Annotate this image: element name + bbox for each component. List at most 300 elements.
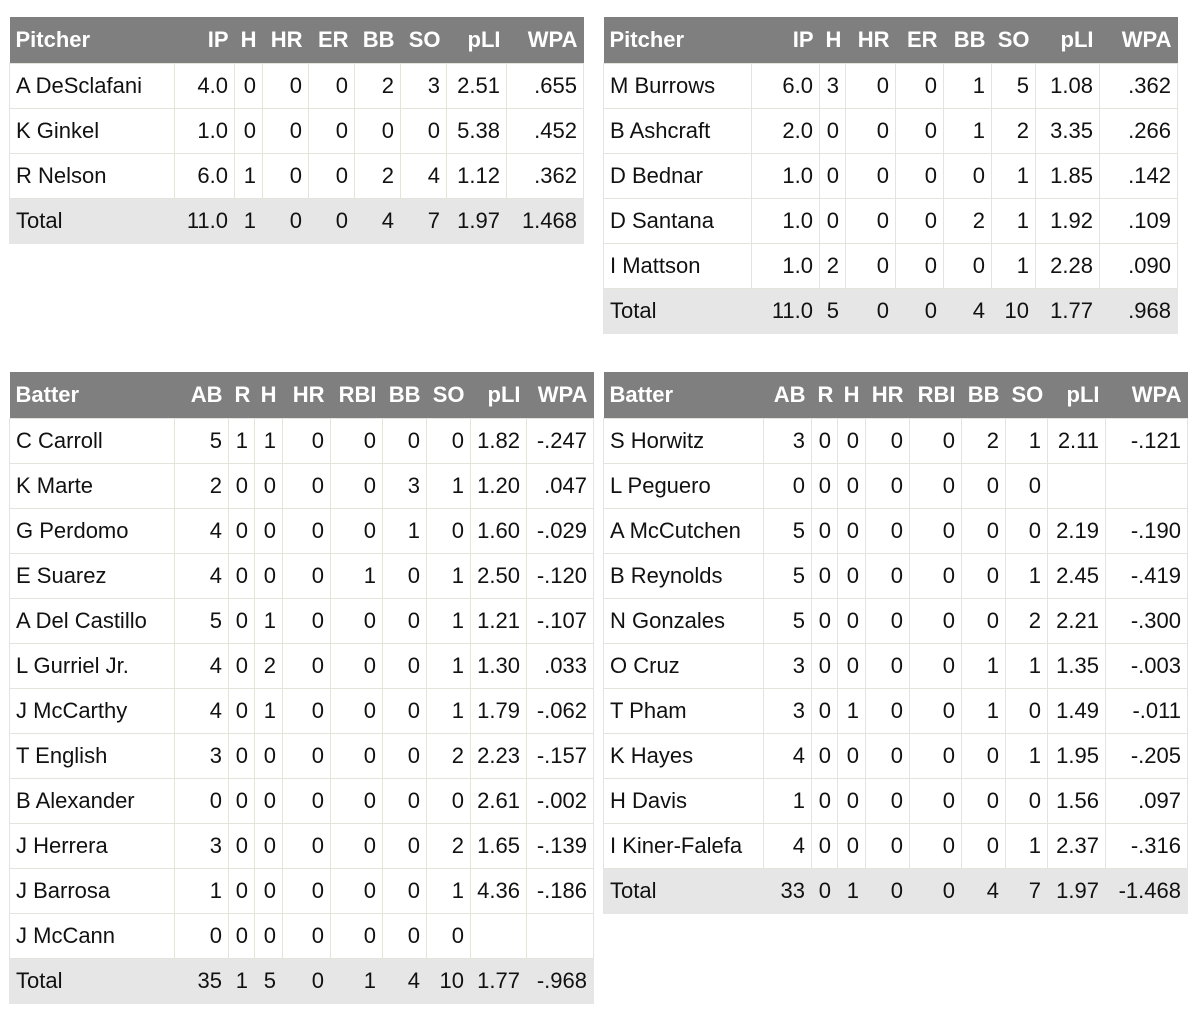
total-r: 1: [229, 959, 255, 1004]
stat-rbi: 0: [331, 509, 383, 554]
stat-so: 1: [427, 689, 471, 734]
column-header-pli: pLI: [1036, 17, 1100, 64]
batter-row: [10, 779, 594, 824]
stat-r: 0: [812, 734, 838, 779]
stat-r: 0: [229, 824, 255, 869]
stat-pli: 1.82: [471, 419, 527, 464]
stat-rbi: 0: [910, 644, 962, 689]
batter-row: [604, 689, 1188, 734]
stat-hr: 0: [846, 154, 896, 199]
total-bb: 4: [944, 289, 992, 334]
stat-rbi: 0: [331, 599, 383, 644]
stat-h: 0: [255, 509, 283, 554]
stat-so: 1: [992, 199, 1036, 244]
column-header-h: H: [235, 17, 263, 64]
stat-r: 0: [812, 824, 838, 869]
stat-so: 0: [1006, 689, 1048, 734]
stat-hr: 0: [846, 199, 896, 244]
stat-pli: 2.28: [1036, 244, 1100, 289]
stat-wpa: -.247: [527, 419, 594, 464]
batter-name: N Gonzales: [604, 599, 764, 644]
column-header-hr: HR: [866, 372, 910, 419]
stat-wpa: .266: [1100, 109, 1178, 154]
stat-so: 0: [427, 779, 471, 824]
column-header-batter: Batter: [604, 372, 764, 419]
total-rbi: 1: [331, 959, 383, 1004]
total-wpa: 1.468: [507, 199, 584, 244]
stat-r: 0: [229, 869, 255, 914]
stat-pli: 2.11: [1048, 419, 1106, 464]
stat-wpa: .452: [507, 109, 584, 154]
stat-rbi: 0: [331, 464, 383, 509]
stat-rbi: 0: [331, 689, 383, 734]
stat-hr: 0: [283, 599, 331, 644]
stat-h: 1: [255, 599, 283, 644]
column-header-h: H: [838, 372, 866, 419]
stat-hr: 0: [866, 419, 910, 464]
stat-bb: 0: [962, 509, 1006, 554]
column-header-bb: BB: [355, 17, 401, 64]
stat-wpa: -.157: [527, 734, 594, 779]
column-header-h: H: [820, 17, 846, 64]
total-row: [10, 959, 594, 1004]
stat-wpa: -.029: [527, 509, 594, 554]
stat-rbi: 0: [910, 464, 962, 509]
batter-name: J Barrosa: [10, 869, 175, 914]
stat-hr: 0: [846, 109, 896, 154]
stat-r: 0: [812, 599, 838, 644]
stat-ip: 2.0: [752, 109, 820, 154]
stat-so: 1: [427, 554, 471, 599]
batter-name: K Hayes: [604, 734, 764, 779]
stat-r: 0: [229, 779, 255, 824]
stat-wpa: [527, 914, 594, 959]
pitcher-row: [10, 109, 584, 154]
stat-h: 1: [838, 689, 866, 734]
stat-h: 0: [255, 914, 283, 959]
total-wpa: -1.468: [1106, 869, 1188, 914]
pitcher-row: [604, 199, 1178, 244]
stat-so: 1: [1006, 419, 1048, 464]
stat-h: 1: [255, 689, 283, 734]
stat-rbi: 0: [331, 419, 383, 464]
stat-h: 0: [255, 464, 283, 509]
stat-wpa: -.120: [527, 554, 594, 599]
stat-ab: 4: [175, 509, 229, 554]
stat-bb: 0: [383, 869, 427, 914]
stat-ab: 3: [764, 689, 812, 734]
stat-so: 1: [1006, 554, 1048, 599]
batter-row: [604, 464, 1188, 509]
batter-row: [604, 779, 1188, 824]
stat-er: 0: [896, 244, 944, 289]
stat-r: 0: [229, 734, 255, 779]
stat-hr: 0: [866, 734, 910, 779]
stat-ab: 5: [175, 419, 229, 464]
column-header-r: R: [229, 372, 255, 419]
stat-ab: 3: [764, 644, 812, 689]
stat-wpa: -.107: [527, 599, 594, 644]
pitcher-row: [604, 64, 1178, 109]
total-bb: 4: [355, 199, 401, 244]
column-header-ip: IP: [752, 17, 820, 64]
stat-so: 0: [427, 419, 471, 464]
stat-wpa: -.062: [527, 689, 594, 734]
pitcher-name: R Nelson: [10, 154, 175, 199]
batter-name: E Suarez: [10, 554, 175, 599]
stat-wpa: .033: [527, 644, 594, 689]
stat-ab: 0: [175, 914, 229, 959]
batter-name: T Pham: [604, 689, 764, 734]
total-rbi: 0: [910, 869, 962, 914]
stat-bb: 1: [383, 509, 427, 554]
total-wpa: .968: [1100, 289, 1178, 334]
stat-pli: 1.35: [1048, 644, 1106, 689]
stat-so: 0: [1006, 509, 1048, 554]
stat-rbi: 0: [331, 914, 383, 959]
stat-so: 3: [401, 64, 447, 109]
stat-ab: 2: [175, 464, 229, 509]
total-hr: 0: [283, 959, 331, 1004]
stat-bb: 1: [962, 644, 1006, 689]
stat-hr: 0: [866, 779, 910, 824]
stat-hr: 0: [263, 154, 309, 199]
stat-wpa: -.419: [1106, 554, 1188, 599]
column-header-so: SO: [992, 17, 1036, 64]
stat-h: 0: [820, 109, 846, 154]
stat-hr: 0: [283, 824, 331, 869]
stat-ab: 1: [175, 869, 229, 914]
stat-r: 0: [229, 599, 255, 644]
batter-name: C Carroll: [10, 419, 175, 464]
total-h: 1: [235, 199, 263, 244]
batter-name: O Cruz: [604, 644, 764, 689]
batter-row: [10, 419, 594, 464]
batter-name: J Herrera: [10, 824, 175, 869]
pitcher-name: A DeSclafani: [10, 64, 175, 109]
stat-pli: 5.38: [447, 109, 507, 154]
total-so: 7: [1006, 869, 1048, 914]
stat-pli: 3.35: [1036, 109, 1100, 154]
stat-er: 0: [896, 199, 944, 244]
total-wpa: -.968: [527, 959, 594, 1004]
stat-h: 0: [838, 554, 866, 599]
stat-r: 0: [812, 464, 838, 509]
stat-wpa: -.002: [527, 779, 594, 824]
stat-er: 0: [309, 154, 355, 199]
stat-h: 0: [820, 154, 846, 199]
batter-name: K Marte: [10, 464, 175, 509]
total-label: Total: [604, 869, 764, 914]
total-so: 7: [401, 199, 447, 244]
stat-h: 0: [235, 64, 263, 109]
stat-wpa: .047: [527, 464, 594, 509]
stat-h: 0: [820, 199, 846, 244]
stat-r: 1: [229, 419, 255, 464]
batter-row: [604, 644, 1188, 689]
total-r: 0: [812, 869, 838, 914]
stat-so: 0: [1006, 779, 1048, 824]
stat-ab: 4: [764, 734, 812, 779]
stat-hr: 0: [866, 824, 910, 869]
stat-bb: 0: [383, 689, 427, 734]
batter-row: [604, 554, 1188, 599]
stat-r: 0: [229, 689, 255, 734]
stat-hr: 0: [263, 64, 309, 109]
total-h: 5: [255, 959, 283, 1004]
stat-rbi: 0: [910, 554, 962, 599]
header-row: [10, 17, 584, 64]
total-h: 1: [838, 869, 866, 914]
stat-hr: 0: [283, 419, 331, 464]
stat-rbi: 0: [331, 734, 383, 779]
total-pli: 1.77: [1036, 289, 1100, 334]
stat-ip: 1.0: [175, 109, 235, 154]
stat-so: 2: [992, 109, 1036, 154]
total-so: 10: [427, 959, 471, 1004]
stat-rbi: 0: [910, 779, 962, 824]
batter-row: [604, 599, 1188, 644]
stat-h: 0: [838, 734, 866, 779]
stat-ip: 4.0: [175, 64, 235, 109]
stat-r: 0: [229, 554, 255, 599]
batter-row: [10, 644, 594, 689]
column-header-wpa: WPA: [1106, 372, 1188, 419]
stat-ab: 0: [175, 779, 229, 824]
total-bb: 4: [962, 869, 1006, 914]
stat-bb: 0: [944, 154, 992, 199]
stat-so: 2: [427, 734, 471, 779]
column-header-r: R: [812, 372, 838, 419]
column-header-so: SO: [427, 372, 471, 419]
column-header-rbi: RBI: [910, 372, 962, 419]
stat-hr: 0: [263, 109, 309, 154]
stat-rbi: 1: [331, 554, 383, 599]
header-row: [10, 372, 594, 419]
stat-wpa: .655: [507, 64, 584, 109]
pitcher-name: I Mattson: [604, 244, 752, 289]
stat-rbi: 0: [331, 644, 383, 689]
stat-pli: 1.20: [471, 464, 527, 509]
stat-so: 0: [427, 509, 471, 554]
stat-rbi: 0: [331, 869, 383, 914]
stat-so: 4: [401, 154, 447, 199]
batter-row: [10, 554, 594, 599]
pitcher-name: D Bednar: [604, 154, 752, 199]
column-header-bb: BB: [944, 17, 992, 64]
stat-hr: 0: [283, 644, 331, 689]
stat-wpa: -.205: [1106, 734, 1188, 779]
batter-name: G Perdomo: [10, 509, 175, 554]
column-header-pli: pLI: [471, 372, 527, 419]
pitching-table-right: [603, 17, 1178, 334]
stat-h: 1: [235, 154, 263, 199]
batter-row: [604, 509, 1188, 554]
stat-wpa: -.121: [1106, 419, 1188, 464]
stat-r: 0: [229, 644, 255, 689]
stat-wpa: .362: [507, 154, 584, 199]
stat-h: 0: [838, 419, 866, 464]
column-header-so: SO: [1006, 372, 1048, 419]
column-header-bb: BB: [383, 372, 427, 419]
total-hr: 0: [263, 199, 309, 244]
stat-ab: 5: [175, 599, 229, 644]
stat-ab: 5: [764, 554, 812, 599]
stat-ab: 4: [175, 554, 229, 599]
stat-bb: 0: [383, 824, 427, 869]
stat-so: 1: [1006, 824, 1048, 869]
stat-wpa: .097: [1106, 779, 1188, 824]
stat-r: 0: [812, 419, 838, 464]
stat-ab: 0: [764, 464, 812, 509]
stat-bb: 2: [355, 154, 401, 199]
stat-hr: 0: [846, 64, 896, 109]
stat-so: 1: [427, 599, 471, 644]
stat-pli: 4.36: [471, 869, 527, 914]
column-header-pli: pLI: [447, 17, 507, 64]
column-header-bb: BB: [962, 372, 1006, 419]
stat-so: 2: [427, 824, 471, 869]
column-header-rbi: RBI: [331, 372, 383, 419]
stat-hr: 0: [283, 554, 331, 599]
total-pli: 1.97: [447, 199, 507, 244]
stat-so: 5: [992, 64, 1036, 109]
stat-hr: 0: [866, 644, 910, 689]
stat-rbi: 0: [331, 824, 383, 869]
column-header-er: ER: [309, 17, 355, 64]
column-header-wpa: WPA: [527, 372, 594, 419]
stat-r: 0: [812, 509, 838, 554]
stat-hr: 0: [866, 464, 910, 509]
stat-pli: 1.21: [471, 599, 527, 644]
stat-hr: 0: [283, 734, 331, 779]
batter-row: [604, 734, 1188, 779]
batting-table-left: [9, 372, 594, 1004]
pitcher-row: [604, 244, 1178, 289]
total-ip: 11.0: [752, 289, 820, 334]
stat-hr: 0: [866, 689, 910, 734]
batter-row: [10, 599, 594, 644]
batter-name: I Kiner-Falefa: [604, 824, 764, 869]
stat-er: 0: [309, 109, 355, 154]
stat-bb: 0: [383, 779, 427, 824]
stat-er: 0: [309, 64, 355, 109]
total-label: Total: [604, 289, 752, 334]
total-hr: 0: [846, 289, 896, 334]
column-header-ip: IP: [175, 17, 235, 64]
stat-h: 2: [255, 644, 283, 689]
pitcher-name: B Ashcraft: [604, 109, 752, 154]
stat-h: 0: [255, 869, 283, 914]
stat-hr: 0: [866, 509, 910, 554]
column-header-wpa: WPA: [507, 17, 584, 64]
total-so: 10: [992, 289, 1036, 334]
stat-ab: 5: [764, 509, 812, 554]
column-header-hr: HR: [263, 17, 309, 64]
stat-wpa: -.003: [1106, 644, 1188, 689]
stat-so: 1: [427, 644, 471, 689]
stat-hr: 0: [283, 509, 331, 554]
stat-bb: 1: [944, 64, 992, 109]
column-header-so: SO: [401, 17, 447, 64]
batter-name: B Reynolds: [604, 554, 764, 599]
total-pli: 1.77: [471, 959, 527, 1004]
batter-name: J McCarthy: [10, 689, 175, 734]
pitcher-name: K Ginkel: [10, 109, 175, 154]
stat-pli: 2.51: [447, 64, 507, 109]
header-row: [604, 372, 1188, 419]
stat-so: 1: [992, 154, 1036, 199]
stat-bb: 0: [383, 419, 427, 464]
stat-pli: 1.92: [1036, 199, 1100, 244]
stat-er: 0: [896, 64, 944, 109]
stat-ab: 4: [175, 689, 229, 734]
stat-pli: 2.45: [1048, 554, 1106, 599]
pitcher-row: [10, 154, 584, 199]
header-row: [604, 17, 1178, 64]
stat-r: 0: [229, 509, 255, 554]
column-header-er: ER: [896, 17, 944, 64]
stat-wpa: -.190: [1106, 509, 1188, 554]
stat-rbi: 0: [910, 734, 962, 779]
stat-h: 2: [820, 244, 846, 289]
stat-bb: 0: [944, 244, 992, 289]
stat-pli: 1.79: [471, 689, 527, 734]
column-header-pitcher: Pitcher: [604, 17, 752, 64]
stat-wpa: -.011: [1106, 689, 1188, 734]
stat-pli: 1.95: [1048, 734, 1106, 779]
stat-bb: 1: [944, 109, 992, 154]
stat-so: 2: [1006, 599, 1048, 644]
batter-name: B Alexander: [10, 779, 175, 824]
batter-name: S Horwitz: [604, 419, 764, 464]
stat-ab: 3: [764, 419, 812, 464]
stat-h: 0: [838, 644, 866, 689]
stat-h: 0: [255, 554, 283, 599]
stat-pli: [471, 914, 527, 959]
stat-rbi: 0: [910, 419, 962, 464]
batter-name: J McCann: [10, 914, 175, 959]
batter-name: T English: [10, 734, 175, 779]
stat-bb: 0: [383, 644, 427, 689]
stat-r: 0: [812, 779, 838, 824]
stat-h: 3: [820, 64, 846, 109]
stat-bb: 0: [962, 734, 1006, 779]
stat-pli: 1.08: [1036, 64, 1100, 109]
stat-pli: 1.65: [471, 824, 527, 869]
stat-hr: 0: [283, 914, 331, 959]
batter-row: [604, 824, 1188, 869]
batter-row: [10, 464, 594, 509]
column-header-pitcher: Pitcher: [10, 17, 175, 64]
stat-hr: 0: [283, 689, 331, 734]
total-er: 0: [309, 199, 355, 244]
total-bb: 4: [383, 959, 427, 1004]
stat-ip: 1.0: [752, 244, 820, 289]
total-pli: 1.97: [1048, 869, 1106, 914]
stat-wpa: [1106, 464, 1188, 509]
stat-hr: 0: [283, 779, 331, 824]
stat-er: 0: [896, 109, 944, 154]
stat-so: 1: [427, 869, 471, 914]
stat-bb: 2: [944, 199, 992, 244]
batter-row: [604, 419, 1188, 464]
stat-pli: 2.23: [471, 734, 527, 779]
stat-hr: 0: [866, 599, 910, 644]
stat-hr: 0: [866, 554, 910, 599]
stat-pli: 1.12: [447, 154, 507, 199]
total-hr: 0: [866, 869, 910, 914]
